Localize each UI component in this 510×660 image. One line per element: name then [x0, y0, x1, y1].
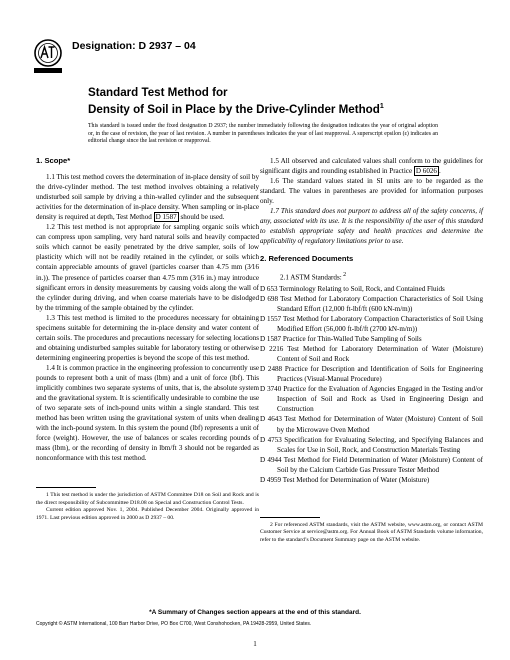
- scope-1-6: 1.6 The standard values stated in SI units are to be regarded as the standard. The values in parentheses are provided for information purposes only.: [260, 177, 483, 206]
- ref-item-d4753: D 4753 Specification for Evaluating Selecting, and Specifying Balances and Scales for Use in Soil, Rock, and Construction Materials Testing: [260, 435, 483, 454]
- scope-1-3: 1.3 This test method is limited to the procedures necessary for obtaining specimens suitable for determining the in-place density and water content of certain soils. The procedures and precautions necessary for selecting locations and obtaining undisturbed samples suitable for laboratory testing or otherwise determining engineering properties is beyond the scope of this test method.: [36, 313, 259, 362]
- title-footnote-mark: 1: [379, 103, 384, 110]
- scope-1-5-tail: .: [438, 167, 441, 176]
- footnote-2: 2 For referenced ASTM standards, visit the ASTM website, www.astm.org, or contact ASTM Customer Service at service@astm.org. For Annual Book of ASTM Standards volume information, refer to the standard’s Document Summary page on the ASTM website.: [260, 521, 483, 543]
- footnote-1-approval: Current edition approved Nov. 1, 2004. Published December 2004. Originally approved in 1971. Last previous edition approved in 2000 as D 2937 – 00.: [36, 507, 259, 521]
- copyright: Copyright © ASTM International, 100 Barr Harbor Drive, PO Box C700, West Conshohocken, PA 19428-2959, United States.: [36, 621, 312, 627]
- astm-logo: [31, 38, 65, 76]
- ref-item-d4944: D 4944 Test Method for Field Determination of Water (Moisture) Content of Soil by the Calcium Carbide Gas Pressure Tester Method: [260, 455, 483, 474]
- ref-item-d1557: D 1557 Test Method for Laboratory Compaction Characteristics of Soil Using Modified Effort (56,000 ft-lbf/ft (2700 kN-m/m)): [260, 315, 483, 334]
- scope-1-1-tail: should be used.: [178, 213, 225, 222]
- designation: Designation: D 2937 – 04: [72, 40, 196, 52]
- references-sub-text: 2.1 ASTM Standards:: [280, 273, 342, 282]
- document-title: [88, 86, 448, 117]
- scope-1-1-text: 1.1 This test method covers the determination of in-place density of soil by the drive-cylinder method. The test method involves obtaining a relatively undisturbed soil sample by driving a thin-walled cylinder and the subsequent activities for the determination of in-place density. When sampling or in-place density is required at depth, Test Method: [36, 173, 259, 222]
- scope-1-2: 1.2 This test method is not appropriate for sampling organic soils which can compress upon sampling, very hard natural soils and heavily compacted soils which cannot be easily penetrated by the drive sampler, soils of low plasticity which will not be readily retained in the cylinder, or soils which contain appreciable amounts of gravel (particles coarser than 4.75 mm (3⁄16 in.)). The presence of particles coarser than 4.75 mm (3⁄16 in.) may introduce significant errors in density measurements by causing voids along the wall of the cylinder during driving, and when coarse materials have to be dislodged by the trimming of the sample obtained by the cylinder.: [36, 223, 259, 312]
- page-number: 1: [253, 640, 257, 648]
- right-column: [260, 156, 483, 544]
- issue-note: This standard is issued under the fixed designation D 2937; the number immediately following the designation indicates the year of original adoption or, in the case of revision, the year of last revision. A number in parentheses indicates the year of last reapproval. A superscript epsilon (ε) indicates an editorial change since the last revision or reapproval.: [88, 123, 438, 145]
- ref-item-d4643: D 4643 Test Method for Determination of Water (Moisture) Content of Soil by the Microwave Oven Method: [260, 415, 483, 434]
- summary-of-changes-note: *A Summary of Changes section appears at the end of this standard.: [149, 609, 361, 616]
- ref-item-d653: D 653 Terminology Relating to Soil, Rock, and Contained Fluids: [260, 284, 445, 293]
- ref-item-d3740: D 3740 Practice for the Evaluation of Agencies Engaged in the Testing and/or Inspection of Soil and Rock as Used in Engineering Design and Construction: [260, 385, 483, 414]
- scope-1-7: 1.7 This standard does not purport to address all of the safety concerns, if any, associated with its use. It is the responsibility of the user of this standard to establish appropriate safety and health practices and determine the applicability of regulatory limitations prior to use.: [260, 207, 483, 246]
- left-column: [36, 156, 259, 522]
- title-line-1: Standard Test Method for: [88, 86, 228, 99]
- scope-1-5-text: 1.5 All observed and calculated values shall conform to the guidelines for significant digits and rounding established in Practice: [260, 157, 483, 176]
- footnote-divider-right: [260, 517, 320, 518]
- scope-1-5: [260, 156, 483, 176]
- references-subheading: [270, 270, 483, 282]
- ref-item-d698: D 698 Test Method for Laboratory Compaction Characteristics of Soil Using Standard Effort (12,000 ft-lbf/ft (600 kN-m/m)): [260, 294, 483, 313]
- title-main: Density of Soil in Place by the Drive-Cylinder Method: [88, 102, 380, 116]
- references-heading: 2. Referenced Documents: [260, 254, 354, 264]
- references-list: [260, 270, 483, 484]
- ref-item-d1587: D 1587 Practice for Thin-Walled Tube Sampling of Soils: [260, 335, 422, 344]
- references-sub-mark: 2: [341, 272, 347, 279]
- scope-1-1: [36, 172, 259, 222]
- footnote-1: 1 This test method is under the jurisdiction of ASTM Committee D18 on Soil and Rock and is the direct responsibility of Subcommittee D18.08 on Special and Construction Control Tests.: [36, 492, 259, 506]
- ref-item-d2216: D 2216 Test Method for Laboratory Determination of Water (Moisture) Content of Soil and Rock: [260, 345, 483, 364]
- footnote-divider: [36, 487, 96, 488]
- title-line-2: [88, 100, 448, 117]
- ref-item-d4959: D 4959 Test Method for Determination of Water (Moisture): [260, 475, 430, 484]
- astm-logo-mark: [31, 38, 65, 76]
- ref-link-d6026[interactable]: D 6026: [415, 167, 437, 176]
- ref-link-d1587[interactable]: D 1587: [155, 213, 177, 222]
- scope-1-4: 1.4 It is common practice in the engineering profession to concurrently use pounds to represent both a unit of mass (lbm) and a unit of force (lbf). This implicitly combines two separate systems of units, that is, the absolute system and the gravitational system. It is scientifically undesirable to combine the use of two separate sets of inch-pound units within a single standard. This test method has been written using the gravitational system of units when dealing with the inch-pound system. In this system the pound (lbf) represents a unit of force (weight). However, the use of balances or scales recording pounds of mass (lbm), or the recording of density in lbm/ft 3 should not be regarded as nonconformance with this test method.: [36, 363, 259, 463]
- ref-item-d2488: D 2488 Practice for Description and Identification of Soils for Engineering Practices (Visual-Manual Procedure): [260, 365, 483, 384]
- scope-heading: 1. Scope*: [36, 156, 71, 165]
